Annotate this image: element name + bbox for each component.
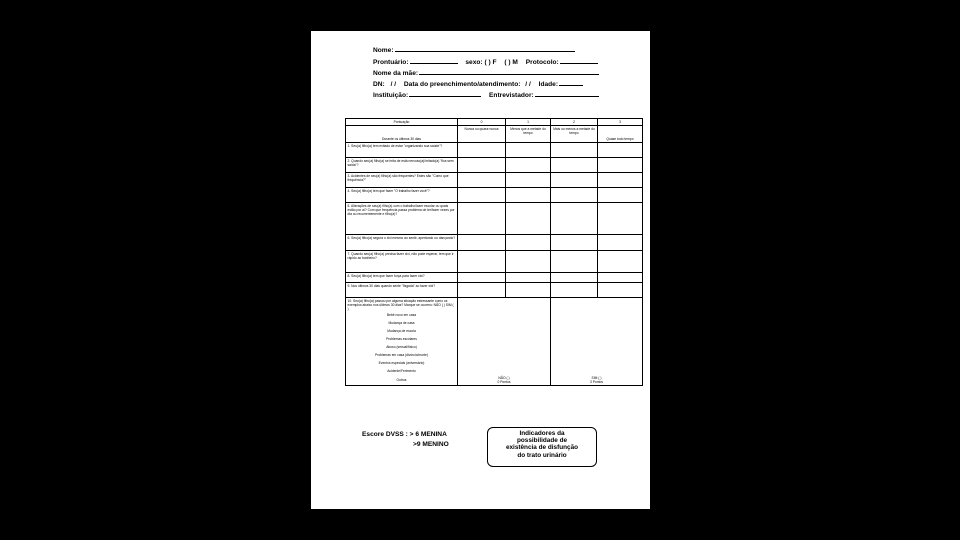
answer-cell[interactable] (506, 251, 551, 273)
question-text: 6. Seu(a) filho(a) segura o xixi mesmo ao sentir, apertando ou dançando? (346, 235, 458, 251)
sim-label: SIM ( ) (591, 376, 602, 380)
question-text: 2. Quando seu(a) filho(a) se irrita de está nervoso(a)/irritado(a) "fica sem saída"? (346, 158, 458, 173)
dn-label: DN: (373, 81, 385, 88)
header-row-prontuario (373, 57, 598, 66)
answer-cell[interactable] (551, 143, 598, 158)
nao-points: 0 Pontos (497, 380, 511, 384)
preenchimento-label: Data do preenchimento/atendimento: (403, 81, 521, 88)
score-1: 1 (506, 119, 551, 126)
answer-cell[interactable] (551, 283, 598, 298)
answer-cell[interactable] (506, 158, 551, 173)
question-text: 7. Quando seu(a) filho(a) precisa fazer xixi, não pode esperar, tem que ir rápido ao banheiro? (346, 251, 458, 273)
idade-line (559, 79, 583, 86)
header-row-dn (373, 79, 583, 88)
question-text: 1. Seu(a) filho(a) tem evitado de estar "organizando sua saúde"? (346, 143, 458, 158)
preenchimento-date: / / (525, 81, 531, 88)
answer-cell[interactable] (458, 203, 506, 235)
answer-cell[interactable] (598, 143, 643, 158)
header-row-mae (373, 68, 599, 77)
answer-cell[interactable] (598, 158, 643, 173)
answer-cell[interactable] (506, 235, 551, 251)
answer-cell[interactable] (458, 235, 506, 251)
answer-cell[interactable] (458, 158, 506, 173)
option-2: Mais ou menos a metade do tempo (551, 126, 598, 143)
answer-cell[interactable] (598, 273, 643, 283)
dn-date: / / (390, 81, 397, 88)
event-item: Mudança de casa (388, 320, 415, 325)
question-text: 10. Seu(a) filho(a) passou por alguma situação estressante como os exemplos abaixo nos últimos 30 dias? Marque se ocorreu: NÃO ( ) SIM ( ) (347, 298, 454, 311)
period-label: Durante os últimos 30 dias (346, 126, 458, 143)
protocolo-label: Protocolo: (525, 59, 559, 66)
question-row (346, 173, 643, 188)
answer-cell[interactable] (598, 235, 643, 251)
answer-cell[interactable] (551, 273, 598, 283)
option-1: Menos que a metade do tempo (506, 126, 551, 143)
question-row (346, 251, 643, 273)
prontuario-line (410, 57, 458, 64)
answer-cell[interactable] (458, 283, 506, 298)
event-item: Abuso (sexual/físico) (386, 345, 417, 350)
prontuario-label: Prontuário: (373, 59, 409, 66)
col-header: Pontuação (346, 119, 458, 126)
event-item: Problemas escolares (386, 337, 417, 342)
option-3: Quase todo tempo (598, 126, 643, 143)
answer-cell[interactable] (458, 251, 506, 273)
score-line-2: >9 MENINO (413, 441, 449, 448)
answer-cell[interactable] (458, 143, 506, 158)
questionnaire-page (311, 31, 650, 509)
indicator-line: possibilidade de (516, 437, 568, 445)
answer-cell[interactable] (551, 188, 598, 203)
answer-cell[interactable] (551, 173, 598, 188)
event-item: Acidente/Ferimento (387, 369, 416, 374)
answer-cell[interactable] (551, 203, 598, 235)
answer-cell[interactable] (506, 143, 551, 158)
instituicao-label: Instituição: (373, 92, 409, 99)
answer-cell[interactable] (506, 173, 551, 188)
sexo-m-label: ( ) M (504, 59, 518, 66)
answer-cell[interactable] (551, 158, 598, 173)
header-row-instituicao (373, 90, 599, 99)
answer-cell[interactable] (458, 188, 506, 203)
question-row (346, 143, 643, 158)
answer-cell[interactable] (598, 283, 643, 298)
sexo-label: sexo: ( ) F (465, 59, 497, 66)
nome-line (395, 45, 575, 52)
answer-cell[interactable] (506, 273, 551, 283)
nome-label: Nome: (373, 47, 394, 54)
score-0: 0 (458, 119, 506, 126)
nao-answer-cell[interactable] (458, 298, 551, 386)
event-item: Bebê novo em casa (386, 312, 417, 317)
question-row (346, 235, 643, 251)
question-row (346, 283, 643, 298)
options-header-row (346, 126, 643, 143)
event-item: Outros (396, 377, 407, 382)
header-row-nome (373, 45, 575, 54)
indicator-line: do trato urinário (517, 451, 567, 459)
question-row (346, 273, 643, 283)
score-2: 2 (551, 119, 598, 126)
question-row-stress (346, 298, 643, 386)
question-row (346, 203, 643, 235)
events-list (348, 311, 456, 384)
question-text: 4. Seu(a) filho(a) tem que fazer "O trabalho fazer você"? (346, 188, 458, 203)
question-text: 5. Alterações de seu(a) filho(a) com o trabalho/lazer escolar ou quais estão por aí? Com que frequência passa problema de ter/fazer vezes por dia ou recorrentemente e filho(a)? (346, 203, 458, 235)
answer-cell[interactable] (506, 188, 551, 203)
answer-cell[interactable] (551, 251, 598, 273)
answer-cell[interactable] (458, 173, 506, 188)
score-3: 3 (598, 119, 643, 126)
answer-cell[interactable] (506, 283, 551, 298)
answer-cell[interactable] (598, 188, 643, 203)
answer-cell[interactable] (551, 235, 598, 251)
indicator-line: Indicadores da (519, 430, 565, 437)
question-text: 3. Acidentes de seu(a) filho(a) são frequentes? Estes são "Como que frequência?" (346, 173, 458, 188)
answer-cell[interactable] (598, 251, 643, 273)
dvss-questionnaire-table (345, 118, 643, 386)
answer-cell[interactable] (458, 273, 506, 283)
score-header-row (346, 119, 643, 126)
question-row (346, 158, 643, 173)
nao-label: NÃO ( ) (498, 376, 510, 380)
option-0: Nunca ou quase nunca (458, 126, 506, 143)
entrevistador-line (535, 90, 599, 97)
nome-mae-line (419, 68, 599, 75)
instituicao-line (409, 90, 481, 97)
question-text: 9. Nos últimos 30 dias quando sente "fisgada" ao fazer xixi? (346, 283, 458, 298)
score-line-1: Escore DVSS : > 6 MENINA (362, 431, 447, 438)
entrevistador-label: Entrevistador: (489, 92, 534, 99)
answer-cell[interactable] (598, 203, 643, 235)
protocolo-line (560, 57, 598, 64)
question-text: 8. Seu(a) filho(a) tem que fazer força para fazer xixi? (346, 273, 458, 283)
answer-cell[interactable] (506, 203, 551, 235)
question-row (346, 188, 643, 203)
sim-points: 3 Pontos (589, 380, 603, 384)
indicator-box (487, 427, 597, 467)
stress-question-cell (346, 298, 458, 386)
event-item: Problemas em casa (divórcio/morte) (375, 353, 428, 358)
answer-cell[interactable] (598, 173, 643, 188)
indicator-line: existência de disfunção (505, 444, 579, 452)
event-item: Mudança de escola (387, 328, 416, 333)
event-item: Eventos especiais (aniversário) (378, 361, 425, 366)
sim-answer-cell[interactable] (551, 298, 643, 386)
idade-label: Idade: (538, 81, 559, 88)
nome-mae-label: Nome da mãe: (373, 70, 419, 77)
